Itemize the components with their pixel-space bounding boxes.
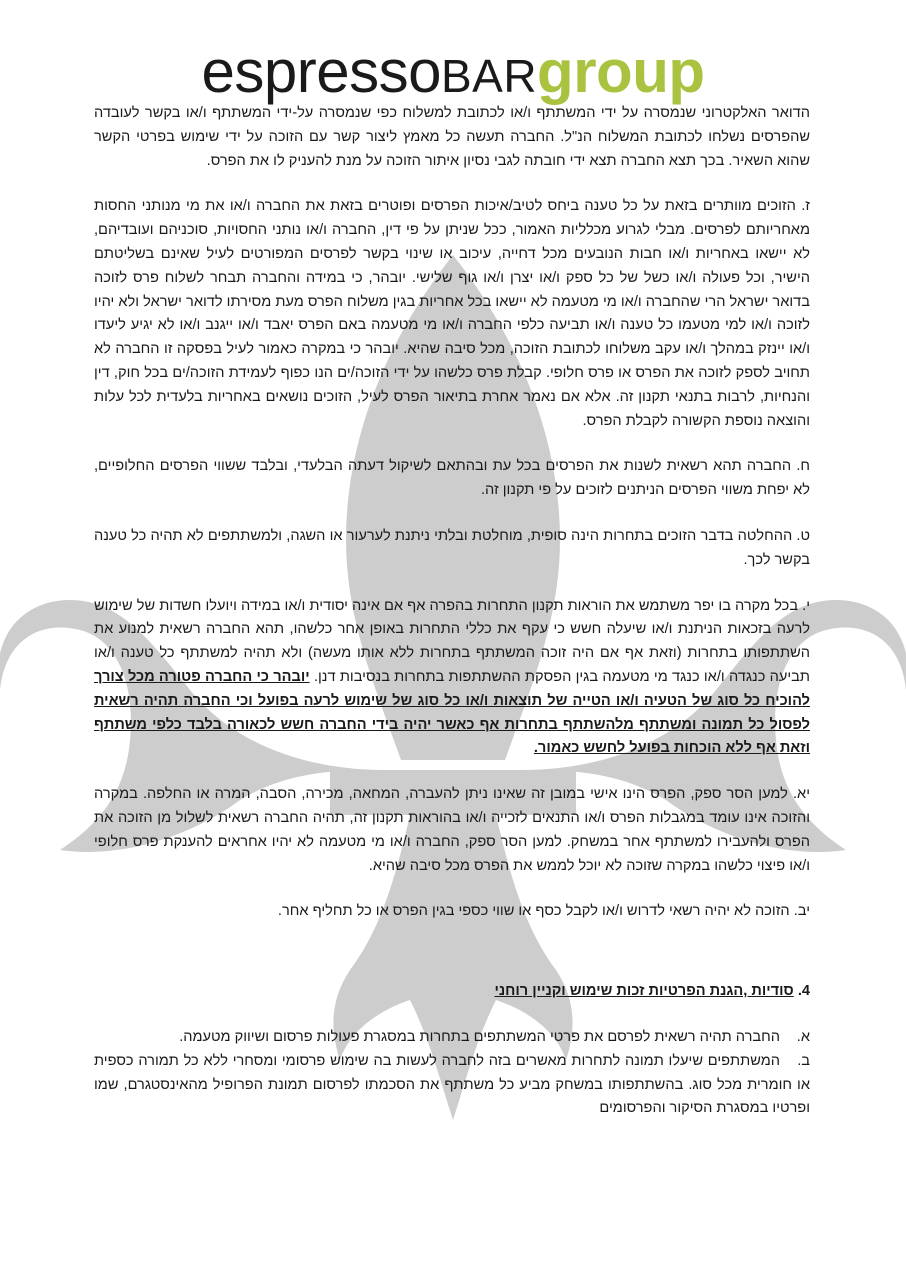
section-4-title: סודיות ,הגנת הפרטיות זכות שימוש וקניין רוחני xyxy=(494,983,794,1000)
item-a-label: א. xyxy=(796,1028,810,1045)
section-4-item-b xyxy=(94,1050,810,1121)
paragraph-yb-no-cash: יב. הזוכה לא יהיה רשאי לדרוש ו/או לקבל כסף או שווי כספי בגין הפרס או כל תחליף אחר. xyxy=(277,903,810,920)
logo-text-bar: BAR xyxy=(440,50,538,102)
paragraph-z-waiver: ז. הזוכים מוותרים בזאת על כל טענה ביחס לטיב/איכות הפרסים ופוטרים בזאת את החברה ו/או את מי מנותני החסות מאחריותם לפרסים. מבלי לגרוע מכלליות האמור, ככל שניתן על פי דין, החברה ו/או נותני החסויות, סוכניהם ועובדיהם, לא יישאו באחריות ו/או חבות הנובעים מכל דחייה, עיכוב או שינוי בקשר לפרסים המפורטים לעיל שאינם בשליטתם הישיר, וכל פעולה ו/או כשל של כל ספק ו/או יצרן ו/או גוף שלישי. יובהר, כי במידה והחברה תבחר לשלוח פרס לזוכה בדואר ישראל הרי שהחברה ו/או מי מטעמה לא יישאו בכל אחריות בגין משלוח הפרס מעת מסירתו לדואר ישראל ולא יהיו לזוכה ו/או למי מטעמו כל טענה ו/או תביעה כלפי החברה ו/או מי מטעמה באם הפרס יאבד ו/או ייגנב ו/או לא יגיע ליעדו ו/או יינזק במהלך ו/או עקב משלוחו לכתובת הזוכה, מכל סיבה שהיא. יובהר כי במקרה כאמור לעיל בפסקה זו החברה לא תחויב לספק לזוכה את הפרס או פרס חלופי. קבלת פרס כלשהו על ידי הזוכה/ים הנו כפוף לעמידת הזוכה/ים בכל חוק, דין והנחיות, לרבות בתנאי תקנון זה. אלא אם נאמר אחרת בתיאור הפרס לעיל, הזוכים נושאים באחריות בלעדית לכל עלות והוצאה נוספת הקשורה לקבלת הפרס. xyxy=(94,198,810,429)
item-b-text: המשתתפים שיעלו תמונה לתחרות מאשרים בזה לחברה לעשות בה שימוש פרסומי ומסחרי ללא כל תמורה כספית או חומרית מכל סוג. בהשתתפותו במשחק מביע כל משתתף את הסכמתו לפרסום תמונת הפרופיל מהאינסטגרם, שמו ופרטיו במסגרת הסיקור והפרסומים xyxy=(94,1052,810,1117)
item-b-label: ב. xyxy=(797,1052,810,1069)
paragraph-h-change-prizes: ח. החברה תהא רשאית לשנות את הפרסים בכל עת ובהתאם לשיקול דעתה הבלעדי, ובלבד ששווי הפרסים החלופיים, לא יפחת משווי הפרסים הניתנים לזוכים על פי תקנון זה. xyxy=(94,458,810,499)
section-4-item-a xyxy=(94,1026,810,1050)
document-body xyxy=(94,102,810,1121)
logo-text-espresso: espresso xyxy=(201,38,441,105)
paragraph-t-final-decision: ט. ההחלטה בדבר הזוכים בתחרות הינה סופית, מוחלטת ובלתי ניתנת לערעור או השגה, ולמשתתפים לא תהיה כל טענה בקשר לכך. xyxy=(94,527,810,568)
section-4-number: 4. xyxy=(797,983,810,1000)
company-logo xyxy=(0,38,906,105)
item-a-text: החברה תהיה רשאית לפרסם את פרטי המשתתפים בתחרות במסגרת פעולות פרסום ושיווק מטעמה. xyxy=(179,1028,780,1045)
logo-text-group: group xyxy=(537,38,705,105)
paragraph-contact-winner: הדואר האלקטרוני שנמסרה על ידי המשתתף ו/או לכתובת למשלוח כפי שנמסרה על-ידי המשתתף ו/או בקשר לעובדה שהפרסים נשלחו לכתובת המשלוח הנ"ל. החברה תעשה כל מאמץ ליצור קשר עם הזוכה על ידי שימוש בפרטי הקשר שהוא השאיר. בכך תצא החברה תצא ידי חובתה לגבי נסיון איתור הזוכה על מנת להעניק לו את הפרס. xyxy=(94,105,810,169)
paragraph-y-violation xyxy=(94,595,810,762)
paragraph-y-plain: י. בכל מקרה בו יפר משתמש את הוראות תקנון התחרות בהפרה אף אם אינה יסודית ו/או במידה ויועלו חשדות של שימוש לרעה בזכאות הניתנת ו/או שיעלה חשש כי עקף את כללי התחרות באופן אחר כלשהו, תהא החברה רשאית למנוע את השתתפותו בתחרות (וזאת אף אם היה זוכה המשתתף בתחרות ללא אותו מעשה) ולא תהיה למשתתף כל טענה ו/או תביעה כנגדה ו/או כנגד מי מטעמה בגין הפסקת ההשתתפות בתחרות בנסיבות דנן. xyxy=(94,597,810,685)
section-4-heading xyxy=(94,980,810,1004)
paragraph-y-emphasis: יובהר כי החברה פטורה מכל צורך להוכיח כל סוג של הטעיה ו/או הטייה של תוצאות ו/או כל סוג של שימוש לרעה בפועל וכי החברה תהיה רשאית לפסול כל תמונה ומשתתף מלהשתתף בתחרות אף כאשר יהיה בידי החברה חשש לכאורה בלבד כלפי משתתף וזאת אף ללא הוכחות בפועל לחשש כאמור. xyxy=(94,668,810,757)
paragraph-ya-personal-prize: יא. למען הסר ספק, הפרס הינו אישי במובן זה שאינו ניתן להעברה, המחאה, מכירה, הסבה, המרה או החלפה. במקרה והזוכה אינו עומד במגבלות הפרס ו/או התנאים לזכייה ו/או בהוראות תקנון זה, תהיה החברה רשאית לשלול מן הזוכה את הפרס ולהעבירו למשתתף אחר במשחק. למען הסר ספק, החברה ו/או מי מטעמה לא יהיו אחראים להענקת פרס חלופי ו/או פיצוי כלשהו במקרה שזוכה לא יוכל לממש את הפרס מכל סיבה שהיא. xyxy=(94,786,810,874)
